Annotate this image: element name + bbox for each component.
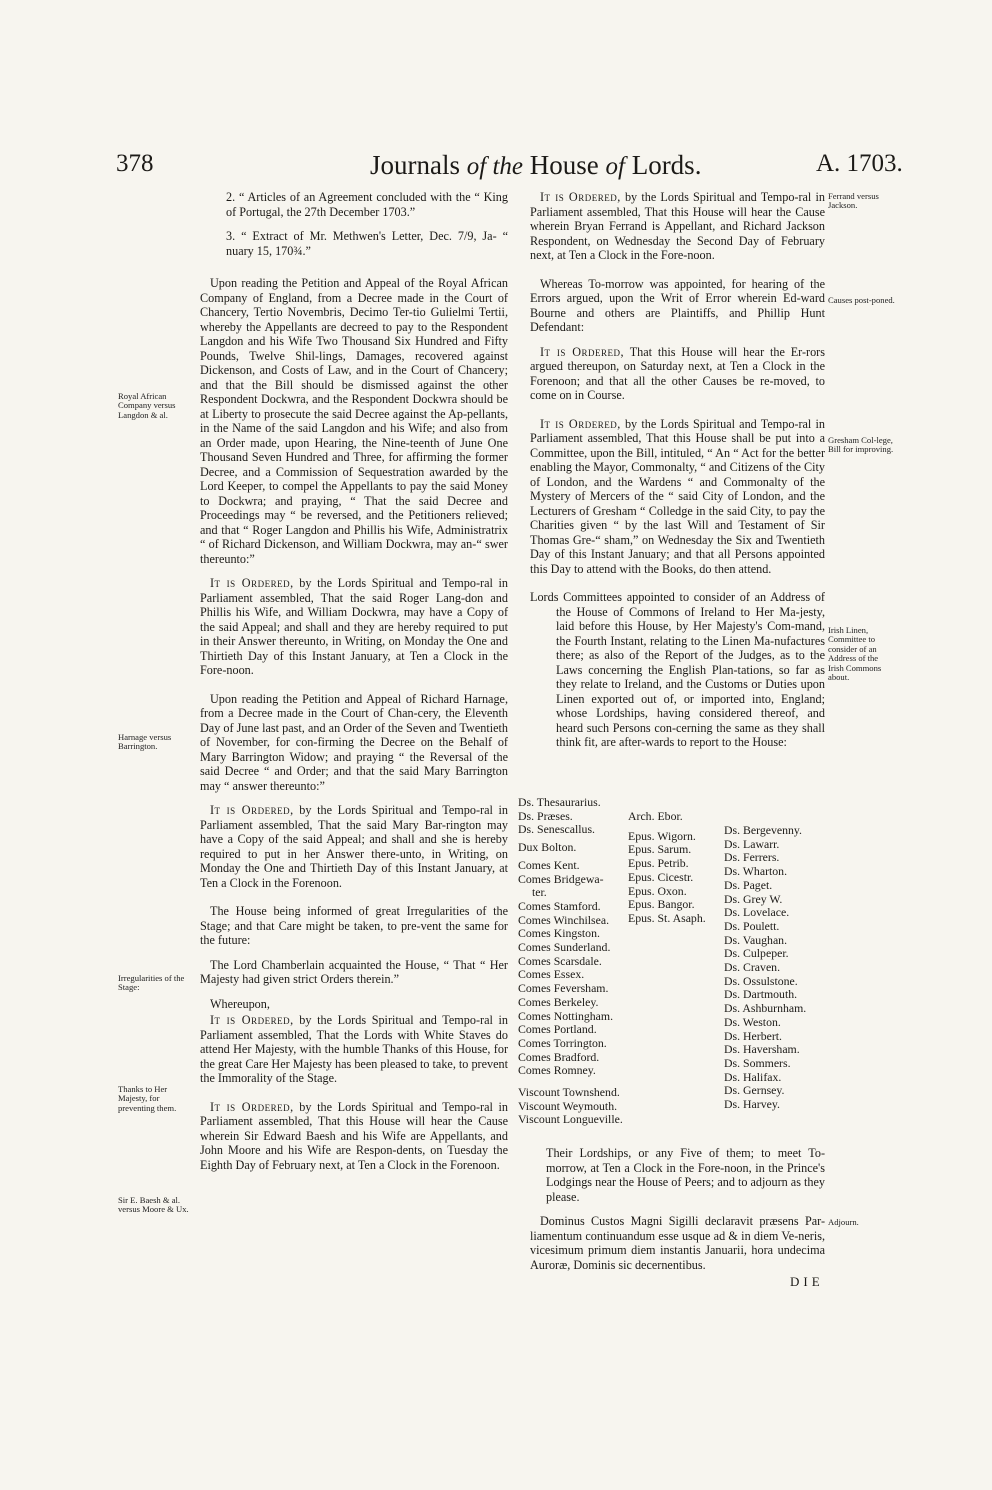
lord-name: Epus. St. Asaph.	[628, 910, 706, 925]
lord-name: Ds. Senescallus.	[518, 822, 595, 837]
lord-name: Ds. Bergevenny.	[724, 823, 802, 837]
order-text: by the Lords Spiritual and Tempo-ral in Parliament assembled, That this House shall be put into a Committee, upon the Bill, intituled, “ An “ Act for the better enabling the Mayor, Commonalty, “ and Citizens of the City of London, and the Wardens “ and Commonalty of the Mystery of Mercers of the “ said City of London, and the Lecturers of Gresham “ Colledge in the said City, to pay the Charities given “ by the last Will and Testament of Sir Thomas Gre-“ sham,” on Wednesday the Six and Twentieth Day of this Instant January; and that all Persons appointed this Day to attend with the Books, do then attend.	[530, 416, 825, 576]
lord-name: Ds. Craven.	[724, 960, 781, 975]
order-text: by the Lords Spiritual and Tempo-ral in Parliament assembled, That the Lords with White Staves do attend Her Majesty, with the humble Thanks of this House, for the great Care Her Majesty has been pleased to take, to prevent the Immorality of the Stage.	[200, 1013, 508, 1085]
lord-name: Comes Kingston.	[518, 926, 600, 941]
margin-note-gresham: Gresham Col-lege, Bill for improving.	[828, 435, 894, 455]
paragraph-lord-chamberlain: The Lord Chamberlain acquainted the House, “ That “ Her Majesty had given strict Orders therein.”	[200, 957, 508, 986]
lord-name: Ds. Vaughan.	[724, 932, 788, 947]
order-text: That this House will hear the Er-rors argued thereupon, on Saturday next, at Ten a Clock in the Forenoon; and that all the other Causes be re-moved, to come on in Course.	[530, 344, 825, 402]
lord-name: Comes Scarsdale.	[518, 953, 602, 968]
lord-name: Ds. Thesaurarius.	[518, 795, 601, 809]
order-text: by the Lords Spiritual and Tempo-ral in Parliament assembled, That the said Mary Bar-rington may have a Copy of the said Appeal; and shall and she is hereby required to put in her Answer there-unto, in Writing, on Monday the One and Thirtieth Day of this Instant January, at Ten a Clock in the Forenoon.	[200, 803, 508, 890]
order-text: by the Lords Spiritual and Tempo-ral in Parliament assembled, That the said Roger Lang-don and Phillis his Wife, and William Dockwra, may have a Copy of the said Appeal; and shall and they are hereby required to put in their Answer thereunto, in Writing, on Monday the One and Thirtieth Day of this Instant January, at Ten a Clock in the Fore-noon.	[200, 576, 508, 677]
margin-note-irregularities: Irregularities of the Stage:	[118, 973, 185, 993]
margin-note-royal-african: Royal African Company versus Langdon & al.	[118, 391, 176, 420]
lords-list-column-2	[628, 810, 706, 926]
lord-name: Comes Nottingham.	[518, 1008, 614, 1023]
lord-name: Ds. Lovelace.	[724, 905, 790, 920]
order-text: by the Lords Spiritual and Tempo-ral in Parliament assembled, That this House will hear the Cause wherein Sir Edward Baesh and his Wife are Appellants, and John Moore and his Wife are Respon-dents, on Tuesday the Eighth Day of February next, at Ten a Clock in the Forenoon.	[200, 1099, 508, 1172]
ordered-lead: It is Ordered,	[210, 576, 294, 590]
lord-name: Ds. Culpeper.	[724, 946, 789, 961]
lord-name: Comes Romney.	[518, 1063, 596, 1078]
lord-name: Viscount Longueville.	[518, 1112, 623, 1127]
lord-name: Comes Feversham.	[518, 981, 609, 996]
item-2: 2. “ Articles of an Agreement concluded with the “ King of Portugal, the 27th December 1703.”	[226, 190, 508, 219]
ordered-lead: It is Ordered,	[210, 1099, 294, 1114]
catchword: DIE	[790, 1274, 824, 1289]
lord-name: Epus. Cicestr.	[628, 869, 694, 884]
paragraph-harnage-appeal: Upon reading the Petition and Appeal of Richard Harnage, from a Decree made in the Court of Chan-cery, the Eleventh Day of June last past, and an Order of the Seven and Twentieth of November, for con-firming the Decree on the Behalf of Mary Barrington Widow; and praying “ the Reversal of the said Decree “ and Order; and that the said Mary Barrington may “ answer thereunto:”	[200, 691, 508, 793]
item-3: 3. “ Extract of Mr. Methwen's Letter, Dec. 7/9, Ja- “ nuary 15, 170¾.”	[226, 229, 508, 258]
lord-name: Epus. Sarum.	[628, 842, 692, 857]
right-column-lower	[530, 1146, 825, 1282]
page-year: A. 1703.	[816, 150, 903, 177]
ordered-lead: It is Ordered,	[210, 1013, 294, 1027]
lord-name: Ds. Halifax.	[724, 1069, 782, 1084]
lord-name: Comes Bradford.	[518, 1049, 600, 1064]
lord-name: Viscount Weymouth.	[518, 1098, 618, 1113]
paragraph-irregularities: The House being informed of great Irregularities of the Stage; and that Care might be taken, to pre-vent the same for the future:	[200, 904, 508, 947]
paragraph-order-barrington	[200, 803, 508, 890]
lord-name: Ds. Poulett.	[724, 918, 780, 933]
lord-name: Ds. Ossulstone.	[724, 973, 798, 988]
paragraph-whereupon: Whereupon,	[210, 996, 270, 1011]
paragraph-their-lordships: Their Lordships, or any Five of them; to meet To-morrow, at Ten a Clock in the Fore-noon, in the Prince's Lodgings near the House of Peers; and to adjourn as they please.	[546, 1146, 825, 1204]
left-column	[200, 190, 508, 1182]
margin-note-adjourn: Adjourn.	[828, 1217, 859, 1227]
margin-note-causes: Causes post-poned.	[828, 295, 895, 305]
title-lords: Lords.	[631, 150, 702, 180]
lord-name: Comes Berkeley.	[518, 994, 599, 1009]
title-journals: Journals	[370, 150, 460, 180]
lord-name: Ds. Ashburnham.	[724, 1001, 807, 1016]
lord-name: Comes Kent.	[518, 857, 580, 872]
margin-note-thanks: Thanks to Her Majesty, for preventing them.	[118, 1084, 177, 1113]
lord-name: ter.	[532, 885, 547, 900]
lord-name: Epus. Oxon.	[628, 883, 687, 898]
title-of: of	[605, 153, 625, 180]
paragraph-order-langdon	[200, 576, 508, 678]
page-title	[370, 150, 701, 181]
lord-name: Comes Winchilsea.	[518, 912, 610, 927]
lord-name: Comes Torrington.	[518, 1035, 607, 1050]
lord-name: Comes Portland.	[518, 1022, 597, 1037]
lord-name: Ds. Gernsey.	[724, 1083, 785, 1098]
lords-list-column-1	[518, 796, 623, 1127]
title-house: House	[529, 150, 599, 180]
lord-name: Ds. Sommers.	[724, 1055, 791, 1070]
lord-name: Ds. Wharton.	[724, 864, 788, 879]
page-number: 378	[116, 150, 154, 177]
lord-name: Comes Bridgewa-	[518, 871, 604, 886]
paragraph-adjournment: Dominus Custos Magni Sigilli declaravit præsens Par-liamentum continuandum esse usque ad & in diem Ve-neris, vicesimum primum diem instantis Januarii, hora undecima Auroræ, Dominis sic decernentibus.	[530, 1214, 825, 1272]
lord-name: Dux Bolton.	[518, 840, 577, 855]
lords-list-column-3	[724, 824, 806, 1112]
paragraph-royal-african-appeal: Upon reading the Petition and Appeal of the Royal African Company of England, from a Decree made in the Court of Chancery, Tertio Novembris, Decimo Ter-tio Gulielmi Tertii, whereby the Appellants are decreed to pay to the Respondent Langdon and his Wife Two Thousand Six Hundred and Fifty Pounds, Twelve Shil-lings, Damages, recovered against Dickenson, and Costs of Law, and in the Court of Chancery; and that the Bill should be dismissed against the other Respondent Dockwra, and the Respondent Dockwra should be at Liberty to prosecute the said Decree against the Ap-pellants, in the Name of the said Langdon and his Wife; and also from an Order made, upon Hearing, the Nine-teenth of June One Thousand Seven Hundred and Three, for affirming the former Decree, and a Commission of Sequestration awarded by the Lord Keeper, to compel the Appellants to pay the said Money to Dockwra; and praying, “ That the said Decree and Proceedings may “ be reversed, and the Petitioners relieved; and that “ Roger Langdon and Phillis his Wife, Administratrix “ of Richard Dickenson, and William Dockwra, may an-“ swer thereunto:”	[200, 276, 508, 566]
margin-note-ferrand: Ferrand versus Jackson.	[828, 191, 879, 211]
lord-name: Epus. Bangor.	[628, 897, 695, 912]
lord-name: Ds. Grey W.	[724, 891, 783, 906]
paragraph-order-errors	[530, 345, 825, 403]
paragraph-writ-of-error: Whereas To-morrow was appointed, for hearing of the Errors argued, upon the Writ of Error wherein Ed-ward Bourne and others are Plaintiffs, and Phillip Hunt Defendant:	[530, 276, 825, 334]
lord-name: Arch. Ebor.	[628, 809, 683, 823]
margin-note-harnage: Harnage versus Barrington.	[118, 732, 172, 752]
right-column	[530, 190, 825, 760]
lord-name: Epus. Petrib.	[628, 856, 689, 871]
lord-name: Ds. Herbert.	[724, 1028, 782, 1043]
lord-name: Viscount Townshend.	[518, 1085, 620, 1100]
lord-name: Ds. Haversham.	[724, 1042, 800, 1057]
running-header	[0, 150, 992, 190]
lord-name: Ds. Harvey.	[724, 1097, 780, 1112]
paragraph-order-gresham	[530, 417, 825, 577]
lord-name: Ds. Lawarr.	[724, 836, 780, 851]
lord-name: Ds. Præses.	[518, 808, 573, 823]
order-text: by the Lords Spiritual and Tempo-ral in Parliament assembled, That this House will hear the Cause wherein Bryan Ferrand is Appellant, and Richard Jackson Respondent, on Wednesday the Second Day of February next, at Ten a Clock in the Fore-noon.	[530, 190, 825, 262]
ordered-lead: It is Ordered,	[540, 416, 621, 431]
lord-name: Comes Stamford.	[518, 898, 601, 913]
lord-name: Ds. Dartmouth.	[724, 987, 798, 1002]
title-of-the: of the	[466, 153, 523, 180]
lord-name: Comes Sunderland.	[518, 940, 611, 955]
lord-name: Ds. Weston.	[724, 1014, 781, 1029]
margin-note-irish-linen: Irish Linen, Committee to consider of an Address of the Irish Commons about.	[828, 625, 882, 683]
paragraph-order-white-staves	[200, 1013, 508, 1086]
ordered-lead: It is Ordered,	[540, 344, 625, 359]
lord-name: Ds. Paget.	[724, 877, 773, 892]
lord-name: Ds. Ferrers.	[724, 850, 780, 865]
lord-name: Comes Essex.	[518, 967, 585, 982]
margin-note-baesh: Sir E. Baesh & al. versus Moore & Ux.	[118, 1195, 189, 1215]
lord-name: Epus. Wigorn.	[628, 828, 696, 843]
paragraph-order-baesh	[200, 1100, 508, 1173]
paragraph-order-ferrand	[530, 190, 825, 263]
ordered-lead: It is Ordered,	[210, 803, 294, 817]
ordered-lead: It is Ordered,	[540, 190, 621, 204]
paragraph-lords-committees: Lords Committees appointed to consider of an Address of the House of Commons of Ireland to Her Ma-jesty, laid before this House, by Her Majesty's Com-mand, the Fourth Instant, relating to the Linen Ma-nufactures there; as also of the Report of the Judges, as to the Laws concerning the English Plan-tations, so far as they relate to Ireland, and the Customs or Duties upon Linen exported out of, or imported into, England; whose Lordships, having considered thereof, and heard such Persons con-cerning the same as they shall think fit, are after-wards to report to the House:	[530, 590, 825, 749]
